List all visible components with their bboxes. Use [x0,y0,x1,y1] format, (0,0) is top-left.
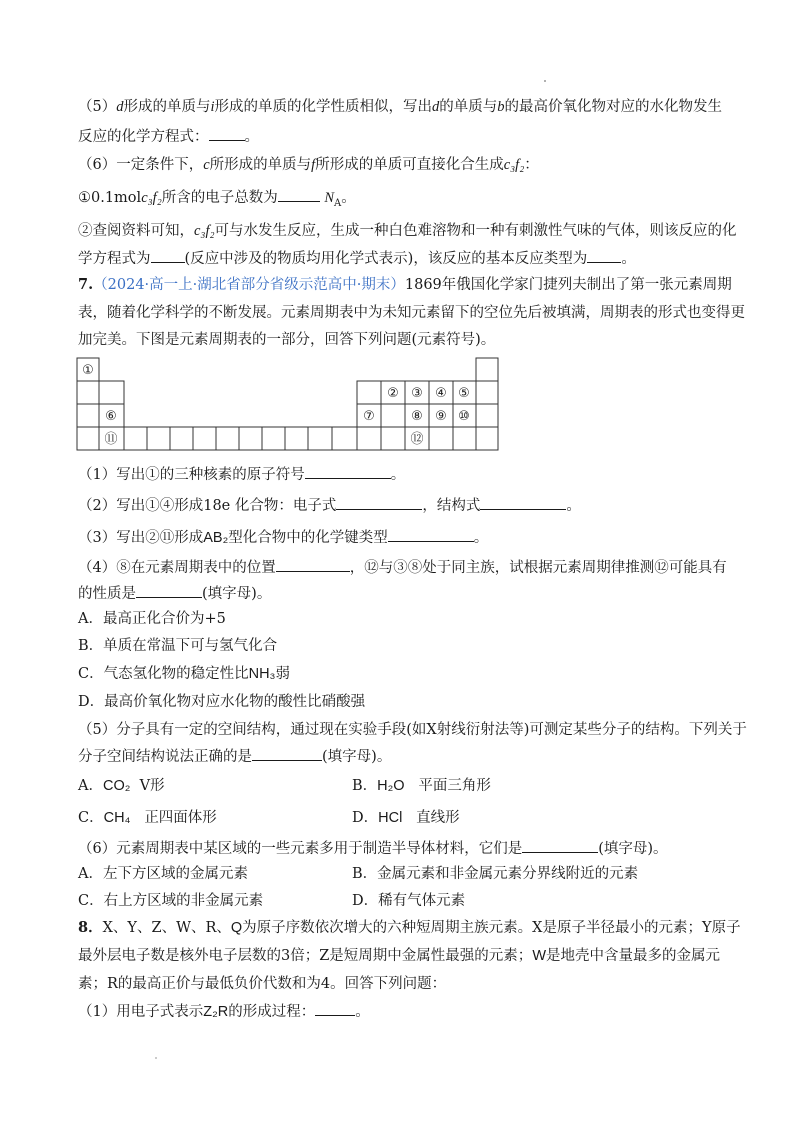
q7-p5-option-d: D．HCl 直线形 [352,810,460,826]
cell-mark-2: ② [387,386,399,401]
q7-p4-line2: 的性质是 (填字母)。 [78,583,271,604]
q7-p6: （6）元素周期表中某区域的一些元素多用于制造半导体材料，它们是 (填字母)。 [78,838,668,859]
q7-p4-option-a: A．最高正化合价为+5 [78,611,226,627]
cell-mark-6: ⑥ [105,409,117,424]
q7-p5-option-a: A．CO₂ V形 [78,778,165,794]
q7-p2: （2）写出①④形成18e 化合物：电子式 ，结构式 。 [78,495,581,516]
q7-p6-option-b: B．金属元素和非金属元素分界线附近的元素 [352,866,639,882]
cell-mark-8: ⑧ [411,409,423,424]
answer-blank[interactable] [522,838,598,853]
q7-line3: 加完美。下图是元素周期表的一部分，回答下列问题(元素符号)。 [78,332,496,348]
answer-blank[interactable] [305,464,391,479]
cell-mark-3: ③ [411,386,423,401]
q7-p5-line1: （5）分子具有一定的空间结构，通过现在实验手段(如X射线衍射法等)可测定某些分子的结构。下列关于 [78,722,747,738]
table-grid [77,358,498,450]
answer-blank[interactable] [336,495,422,510]
cell-mark-12: ⑫ [410,432,424,447]
q8-line3: 素；R的最高正价与最低负价代数和为4。回答下列问题： [78,976,447,992]
q7-p6-option-c: C．右上方区域的非金属元素 [78,893,264,909]
answer-blank[interactable] [388,527,474,542]
q8-line1: 8．X、Y、Z、W、R、Q为原子序数依次增大的六种短周期主族元素。X是原子半径最小的元素；Y原子 [78,919,741,936]
cell-mark-5: ⑤ [458,386,470,401]
q6-part6-line1: （6）一定条件下，c所形成的单质与f所形成的单质可直接化合生成c₃f₂： [78,157,539,173]
q7-p6-option-d: D．稀有气体元素 [352,893,466,909]
cell-mark-9: ⑨ [435,409,447,424]
q8-p1: （1）用电子式表示Z₂R的形成过程： 。 [78,1001,370,1022]
cell-mark-11: ⑪ [104,432,118,447]
q7-p1: （1）写出①的三种核素的原子符号 。 [78,464,405,485]
q7-p6-option-a: A．左下方区域的金属元素 [78,866,248,882]
q6-part6-sub2-line1: ②查阅资料可知，c₃f₂可与水发生反应，生成一种白色难溶物和一种有刺激性气味的气体，则该反应的化 [78,223,737,239]
speck [155,1057,157,1059]
q6-part5-line1: （5）d形成的单质与i形成的单质的化学性质相似，写出d的单质与b的最高价氧化物对应的水化物发生 [78,99,723,115]
q7-line2: 表，随着化学科学的不断发展。元素周期表中为未知元素留下的空位先后被填满，周期表的形式也变得更 [78,305,745,321]
q7-p4-option-c: C．气态氢化物的稳定性比NH₃弱 [78,666,290,682]
q7-line1: 7.（2024·高一上·湖北省部分省级示范高中·期末）1869年俄国化学家门捷列夫制出了第一张元素周期 [78,276,732,293]
q6-part6-sub1: ①0.1molc₃f₂所含的电子总数为 $N_A$。 [78,187,356,214]
cell-mark-7: ⑦ [363,409,375,424]
q6-part6-sub2-line2: 学方程式为 (反应中涉及的物质均用化学式表示)，该反应的基本反应类型为 。 [78,248,636,269]
cell-mark-4: ④ [435,386,447,401]
q7-p3: （3）写出②⑪形成AB₂型化合物中的化学键类型 。 [78,527,488,548]
answer-blank[interactable] [252,746,322,761]
q7-p5-option-c: C．CH₄ 正四面体形 [78,810,217,826]
answer-blank[interactable] [276,557,350,572]
periodic-table-fragment [0,0,800,470]
q7-p4-line1: （4）⑧在元素周期表中的位置 ，⑫与③⑧处于同主族，试根据元素周期律推测⑫可能具有 [78,557,727,578]
q7-p4-option-d: D．最高价氧化物对应水化物的酸性比硝酸强 [78,694,366,710]
q6-part5-line2: 反应的化学方程式： 。 [78,126,259,147]
q7-p4-option-b: B．单质在常温下可与氢气化合 [78,638,278,654]
answer-blank[interactable] [136,583,202,598]
answer-blank[interactable] [480,495,566,510]
cell-mark-1: ① [82,363,94,378]
answer-blank[interactable] [315,1001,355,1016]
q7-p5-option-b: B．H₂O 平面三角形 [352,778,491,794]
cell-mark-10: ⑩ [458,409,470,424]
q8-line2: 最外层电子数是核外电子层数的3倍；Z是短周期中金属性最强的元素；W是地壳中含量最多的金属元 [78,948,720,964]
q7-p5-line2: 分子空间结构说法正确的是 (填字母)。 [78,746,391,767]
